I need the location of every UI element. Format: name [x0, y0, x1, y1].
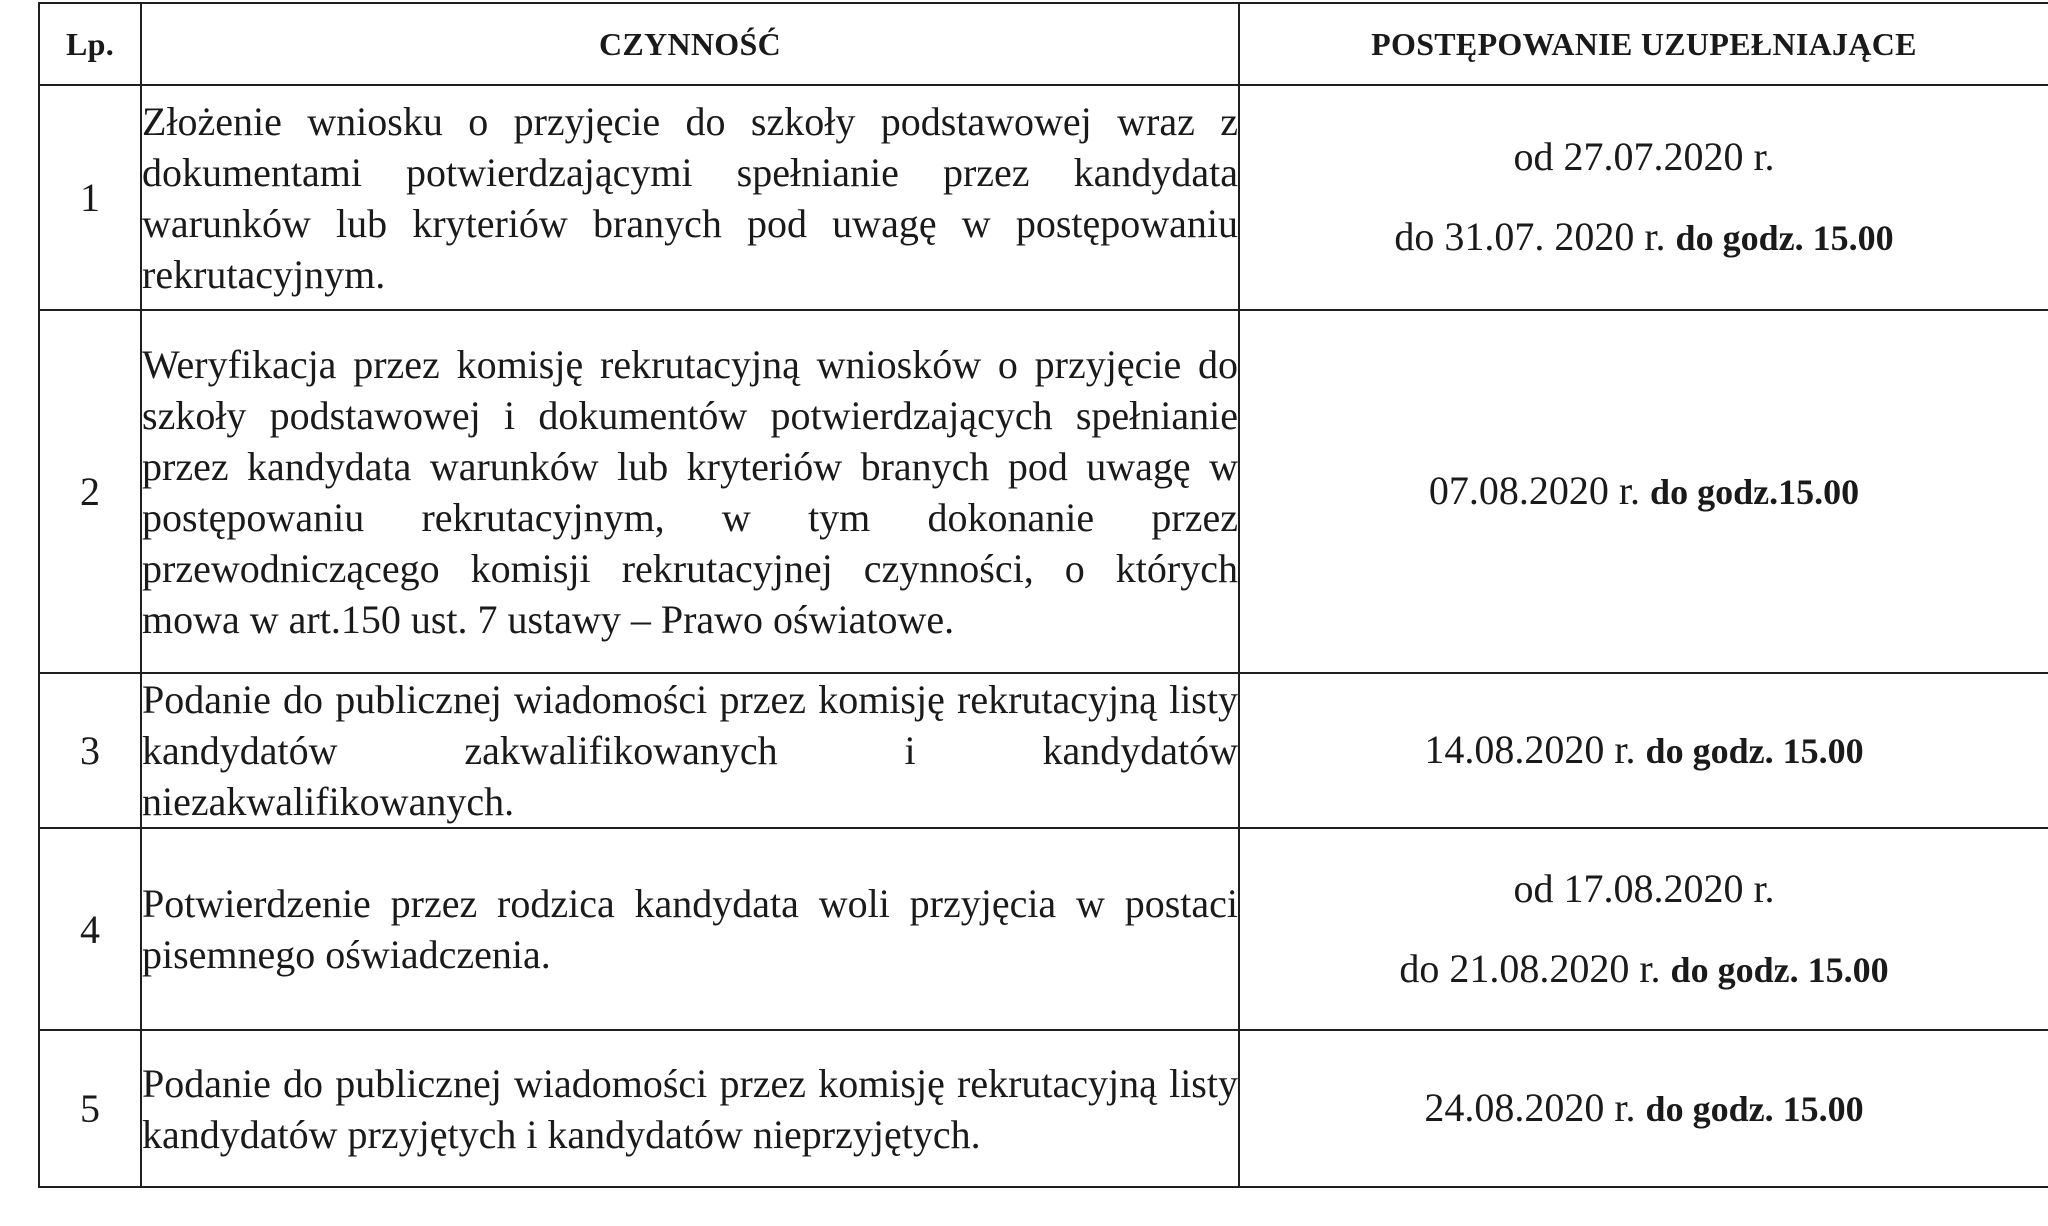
table-row	[39, 828, 2048, 1030]
header-activity: CZYNNOŚĆ	[141, 3, 1239, 85]
header-procedure: POSTĘPOWANIE UZUPEŁNIAJĄCE	[1239, 3, 2048, 85]
deadline-hour: do godz. 15.00	[1645, 731, 1864, 771]
header-lp: Lp.	[39, 3, 141, 85]
date-cell	[1239, 310, 2048, 673]
date-line	[1240, 1082, 2048, 1135]
deadline-hour: do godz. 15.00	[1675, 218, 1894, 258]
table-row	[39, 310, 2048, 673]
date-cell	[1239, 828, 2048, 1030]
row-number: 4	[39, 828, 141, 1030]
deadline-hour: do godz.15.00	[1650, 472, 1860, 512]
deadline-hour: do godz. 15.00	[1645, 1089, 1864, 1129]
activity-cell	[141, 1030, 1239, 1187]
row-number: 3	[39, 673, 141, 828]
date-text: od 17.08.2020 r.	[1513, 865, 1775, 911]
date-text: do 21.08.2020 r.	[1399, 945, 1671, 991]
activity-text: Podanie do publicznej wiadomości przez komisję rekrutacyjną listy kandydatów przyjętych i kandydatów nieprzyjętych.	[142, 1060, 1238, 1157]
date-cell	[1239, 673, 2048, 828]
deadline-hour: do godz. 15.00	[1670, 949, 1889, 990]
table-header-row	[39, 3, 2048, 85]
date-line	[1240, 211, 2048, 264]
date-line	[1240, 724, 2048, 777]
table-row	[39, 1030, 2048, 1187]
date-line	[1240, 863, 2048, 916]
activity-cell	[141, 673, 1239, 828]
activity-cell	[141, 310, 1239, 673]
activity-cell	[141, 828, 1239, 1030]
date-text: do 31.07. 2020 r.	[1394, 214, 1676, 259]
activity-text: Weryfikacja przez komisję rekrutacyjną wniosków o przyjęcie do szkoły podstawowej i dokumentów potwierdzających spełnianie przez kandydata warunków lub kryteriów branych pod uwagę w postępowaniu rekrutacyjnym, w tym dokonanie przez przewodniczącego komisji rekrutacyjnej czynności, o których mowa w art.150 ust. 7 ustawy – Prawo oświatowe.	[142, 341, 1238, 642]
date-line	[1240, 465, 2048, 518]
table-row	[39, 85, 2048, 310]
row-number: 5	[39, 1030, 141, 1187]
activity-text: Złożenie wniosku o przyjęcie do szkoły podstawowej wraz z dokumentami potwierdzającymi spełnianie przez kandydata warunków lub kryteriów branych pod uwagę w postępowaniu rekrutacyjnym.	[142, 98, 1238, 297]
activity-text: Podanie do publicznej wiadomości przez komisję rekrutacyjną listy kandydatów zakwalifikowanych i kandydatów niezakwalifikowanych.	[142, 677, 1238, 824]
table-row	[39, 673, 2048, 828]
date-line	[1240, 943, 2048, 996]
date-cell	[1239, 85, 2048, 310]
date-cell	[1239, 1030, 2048, 1187]
activity-cell	[141, 85, 1239, 310]
date-text: 24.08.2020 r.	[1424, 1085, 1646, 1130]
date-text: od 27.07.2020 r.	[1513, 134, 1775, 179]
date-line	[1240, 131, 2048, 184]
activity-text: Potwierdzenie przez rodzica kandydata woli przyjęcia w postaci pisemnego oświadczenia.	[142, 881, 1238, 977]
date-text: 07.08.2020 r.	[1428, 468, 1651, 513]
row-number: 2	[39, 310, 141, 673]
row-number: 1	[39, 85, 141, 310]
date-text: 14.08.2020 r.	[1424, 727, 1646, 772]
recruitment-schedule-table	[38, 2, 2048, 1188]
